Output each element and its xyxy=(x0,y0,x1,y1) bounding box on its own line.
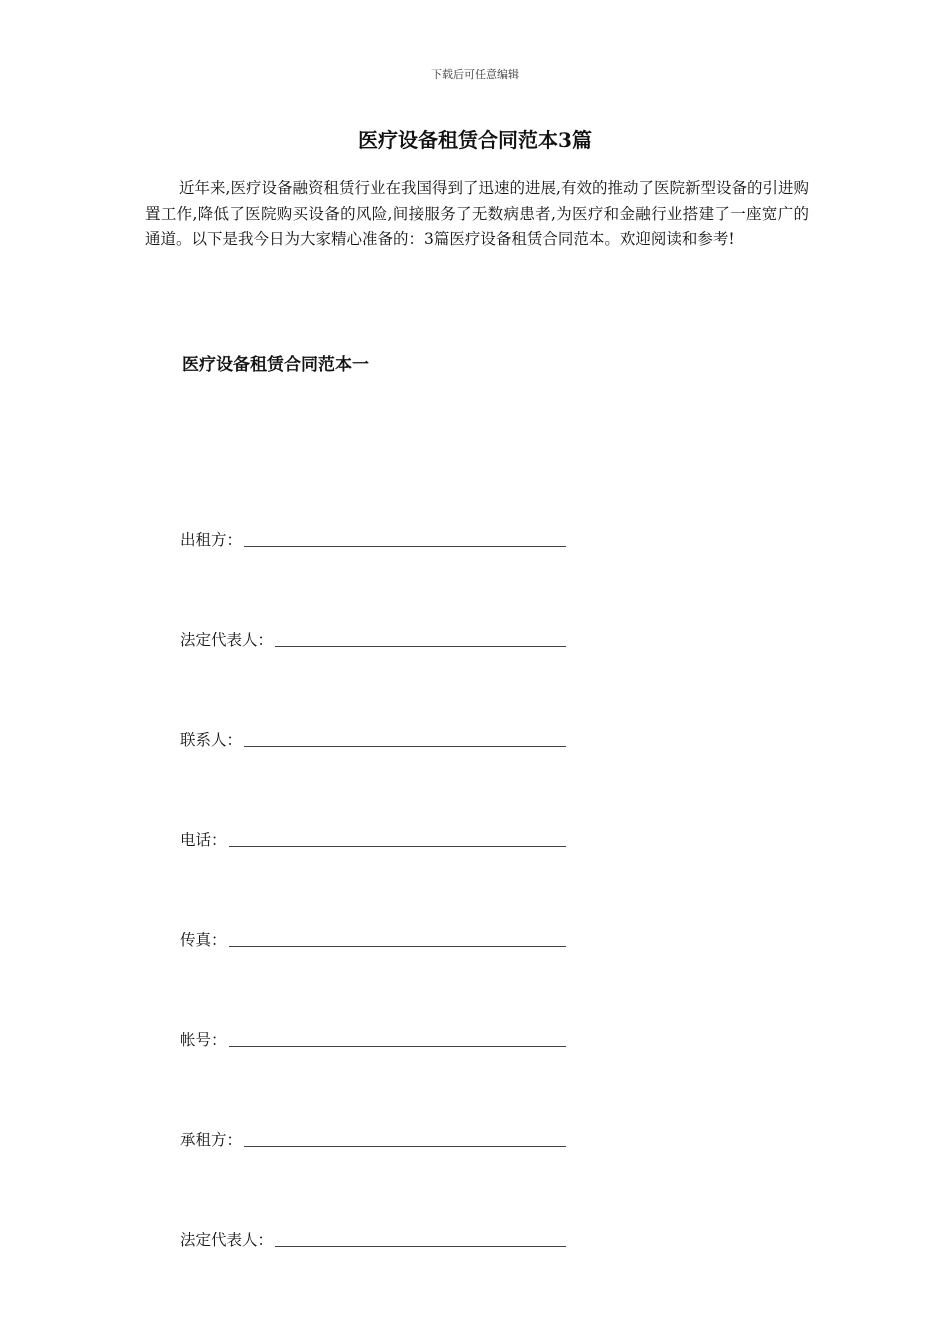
document-title: 医疗设备租赁合同范本3篇 xyxy=(358,128,592,152)
field-lessee-legal-rep xyxy=(180,1150,566,1250)
contract-party-fields xyxy=(180,450,566,1250)
blank-line[interactable] xyxy=(229,930,566,947)
field-label: 联系人： xyxy=(180,731,243,749)
field-label: 法定代表人： xyxy=(180,631,274,649)
field-label: 传真： xyxy=(180,931,227,949)
blank-line[interactable] xyxy=(244,1130,566,1147)
field-lessor-legal-rep xyxy=(180,550,566,650)
blank-line[interactable] xyxy=(244,730,566,747)
blank-line[interactable] xyxy=(229,1030,566,1047)
header-note: 下载后可任意编辑 xyxy=(431,68,519,81)
field-label: 电话： xyxy=(180,831,227,849)
field-account xyxy=(180,950,566,1050)
field-lessee xyxy=(180,1050,566,1150)
blank-line[interactable] xyxy=(275,1230,566,1247)
field-label: 法定代表人： xyxy=(180,1231,274,1249)
field-label: 承租方： xyxy=(180,1131,243,1149)
section-title: 医疗设备租赁合同范本一 xyxy=(182,355,369,375)
intro-paragraph: 近年来,医疗设备融资租赁行业在我国得到了迅速的进展,有效的推动了医院新型设备的引进购置工作,降低了医院购买设备的风险,间接服务了无数病患者,为医疗和金融行业搭建了一座宽广的通道。以下是我今日为大家精心准备的：3篇医疗设备租赁合同范本。欢迎阅读和参考! xyxy=(145,179,809,248)
field-phone xyxy=(180,750,566,850)
blank-line[interactable] xyxy=(275,630,566,647)
field-contact xyxy=(180,650,566,750)
blank-line[interactable] xyxy=(229,830,566,847)
field-label: 帐号： xyxy=(180,1031,227,1049)
field-fax xyxy=(180,850,566,950)
blank-line[interactable] xyxy=(244,530,566,547)
field-label: 出租方： xyxy=(180,531,243,549)
field-lessor xyxy=(180,450,566,550)
